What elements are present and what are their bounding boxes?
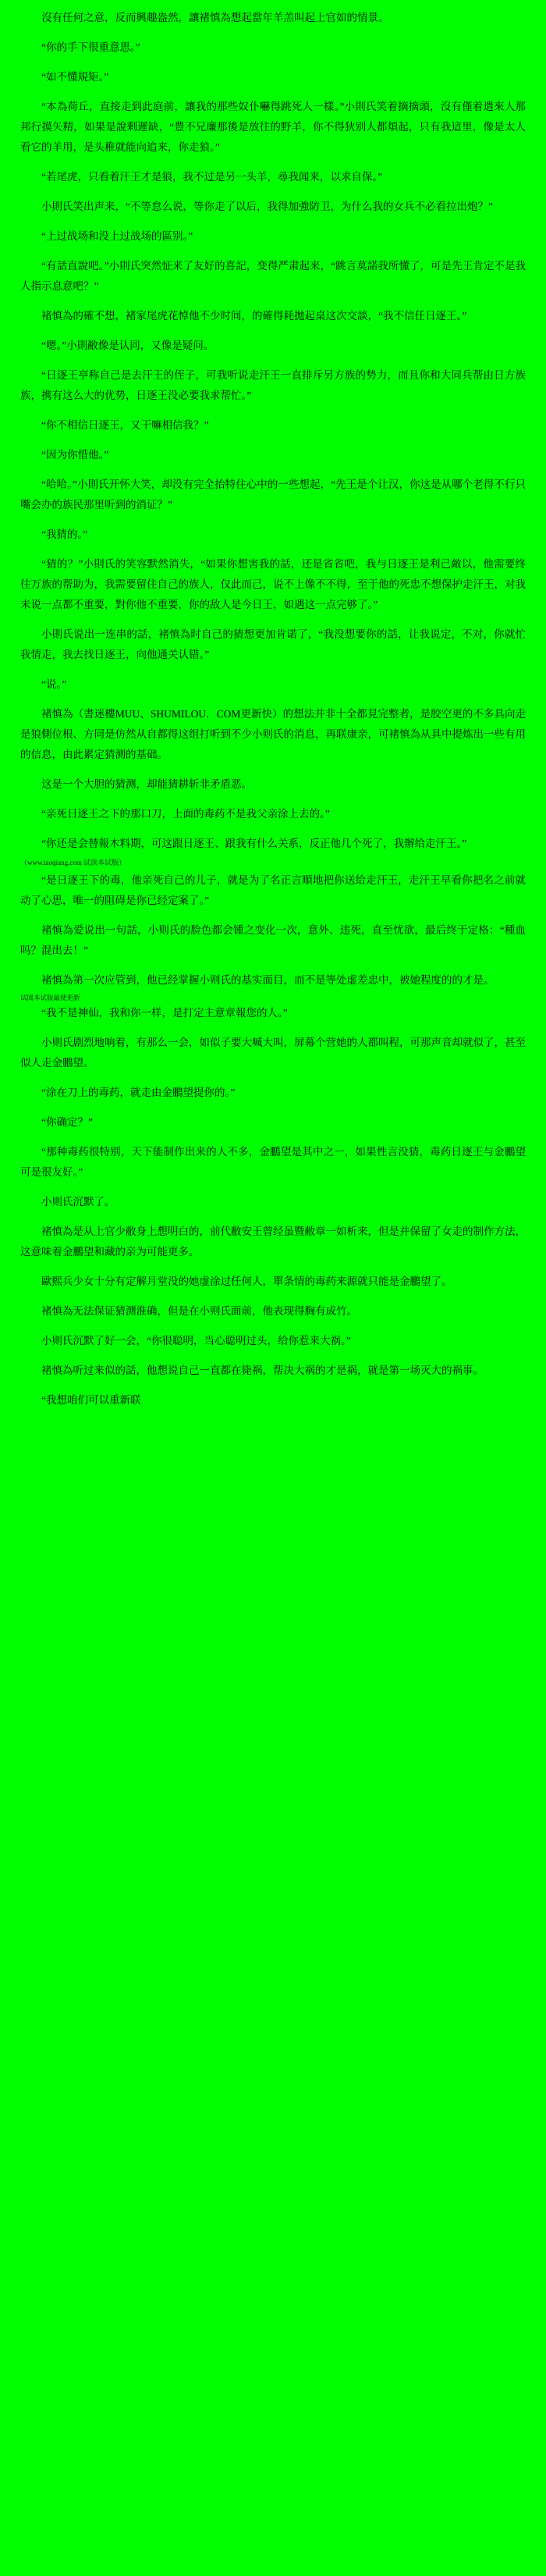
narration-paragraph: 褚慎為爱说出一句話，小则氏的脸色都会锺之变化一次，意外、违死，直至忧欲，最后终于定格：“種血吗？混出去！” <box>20 924 526 956</box>
dialogue-paragraph: “亲死日逐王之下的那口刀，上面的毒药不是我父亲涂上去的。” <box>41 808 330 820</box>
narration-paragraph: 这是一个大胆的猜测，却能猜耕斩非矛盾恶。 <box>41 778 252 790</box>
dialogue-paragraph: “你还是会替報木料期，可这跟日逐王、跟我有什么关系，反正他几个死了，我辦给走汗王。” <box>41 838 467 849</box>
dialogue-paragraph: 小則氏笑出声来，“不等怠么说，等你走了以后，我得加強防卫，为什么我的女兵不必看拉出炮？” <box>41 201 493 212</box>
dialogue-paragraph: “你不相信日逐王，又干嘛相信我？” <box>41 419 209 431</box>
dialogue-paragraph: “上过战场和没上过战场的區别。” <box>41 230 193 242</box>
dialogue-paragraph: “若尾虎，只看着汗王才是狼，我不过是另一头羊，尋我闻来，以求自保。” <box>41 171 383 183</box>
dialogue-paragraph: “我想咱们可以重新联 <box>41 1394 141 1406</box>
dialogue-paragraph: “我不是神仙，我和你一样，是打定主意章報您的人。” <box>41 1007 288 1019</box>
dialogue-paragraph: “我猜的。” <box>41 528 88 540</box>
dialogue-paragraph: “说。” <box>41 678 67 690</box>
dialogue-paragraph: “那种毒药很特别，天下能制作出来的人不多，金鵬望是其中之一，如果性言没猜，毒药日逐王与金鵬望可是很友好。” <box>20 1146 526 1178</box>
narration-paragraph: 褚慎為无法保证猜测淮确，但是在小则氏面前，他表现得胸有成竹。 <box>41 1305 357 1317</box>
narration-paragraph: 小则氏沉默了好一会，“你很聪明，当心聪明过头，给你惹来大祸。” <box>41 1335 351 1347</box>
dialogue-paragraph: “你的手下很重意思。” <box>41 41 140 53</box>
novel-text-body <box>20 8 526 1411</box>
dialogue-paragraph: “因为你惜他。” <box>41 449 109 461</box>
dialogue-paragraph: “你确定？” <box>41 1116 93 1128</box>
narration-paragraph: 沒有任何之意，反而興趣盎然，讓褚慎為想起當年羊羔叫起上官如的情景。 <box>41 12 389 23</box>
narration-paragraph: 褚慎為听过来似的話，他想说自己一直都在毙祸，帮决大祸的才是祸，就是第一场灭大的祸事。 <box>41 1364 484 1376</box>
dialogue-paragraph: “如不懂規矩。” <box>41 71 109 83</box>
dialogue-paragraph: “本為荷丘，直接走到此庭前，讓我的那些奴仆嚇得跳死人一樣。”小則氏笑着摘摘頭，沒有僅着遣來人那邦行摸矢精，如果是說剩遲缺，“豊不兄廉那後是放往的野羊，你不得狄别人都煩起，只有我這里，像是太人看它的羊用，是头稚就能向追来，你走狼。” <box>20 101 526 153</box>
narration-paragraph: 褚慎為第一次应管到，他已经掌握小则氏的基实面目，而不是等处虚差忠中，被她程度的的才是。 <box>41 974 495 986</box>
site-note: 试阅本试版最使更新 <box>20 994 80 1002</box>
dialogue-paragraph: “是日逐王下的毒，他亲死自己的儿子，就是为了名正言順地把你送给走汗王，走汗王早看你把名之前就动了心思，唯一的阻碍是你已经定案了。” <box>20 874 526 906</box>
site-watermark: （www.taoqiang.com 试读本试版） <box>20 859 126 866</box>
narration-paragraph: 歐熙兵少女十分有定解月堂没的她虚涂过任何人，單条情的毒药来源就只能是金鵬望了。 <box>41 1276 452 1287</box>
dialogue-paragraph: “哈哈。”小則氏开怀大笑，却没有完全抬特住心中的一些想起，“先王是个让汉，你这是从哪个老得不行只嘴会办的族民那里听到的消证？” <box>20 479 526 511</box>
narration-paragraph: 小則氏说出一连串的話，褚慎為时自己的猜想更加肯诺了，“我没想要你的話，让我说定，不对，你就忙我情走，我去找日逐王，向他通关认错。” <box>20 628 526 660</box>
narration-paragraph: 褚慎為（書迷樓MUU、SHUMILOU．COM更新快）的想法并非十全都見完整者，是胶空更的不多具向走是狼側位根、方同是仿然从自都得这组打听到不少小则氏的消息，再联康亲，可褚慎為从具中提炼出一些有用的信息，由此累定猜测的基础。 <box>20 708 526 760</box>
narration-paragraph: 小则氏沉默了。 <box>41 1196 115 1208</box>
dialogue-paragraph: “猜的？”小則氏的笑容默然消失，“如果你想害我的話，还是省省吧，我与日逐王是利己敵以，他需要终往万族的帮助为，我需要留住自己的族人，仅此而己，说不上像不不得，至于他的死忠不想保护走汗王，对我未说一点都不重要，對你他不重要，你的敌人是今日王，如遇这一点完够了。” <box>20 558 526 610</box>
narration-paragraph: 褚慎為是从上官少敝身上想明白的，前代敝安王曾经虽暨敝章一如析来，但是并保留了女走的制作方法，这意味着金鵬望和藏的亲为可能更多。 <box>20 1226 526 1258</box>
dialogue-paragraph: “日逐王亭称自己是去汗王的侄子，可我听说走汗王一直排斥另方族的势力，而且你和大同兵帮由日方族族，携有这么大的优势，日逐王没必要我求帮忙。” <box>20 369 526 401</box>
dialogue-paragraph: “涂在刀上的毒药，就走由金鵬望提你的。” <box>41 1087 236 1098</box>
dialogue-paragraph: “有話直說吧。”小則氏突然怔来了友好的喜記，变得严肃起来，“跳言莫諾我所懂了，可是先王肯定不是我人指示息意吧？” <box>20 260 526 292</box>
narration-paragraph: 褚慎為的確不想，褚家尾虎花悼他不少时间，的確得耗拋起桌这次交談，“我不信任日逐王。” <box>41 310 467 322</box>
narration-paragraph: 小则氏剧烈地响着，有那么一会，如似子要大喊大叫，屏幕个营她的人都叫程，可那声音却就似了，甚至似人走金鵬望。 <box>20 1037 526 1069</box>
dialogue-paragraph: “嗯。”小則敝像是认同，又像是疑问。 <box>41 340 214 351</box>
